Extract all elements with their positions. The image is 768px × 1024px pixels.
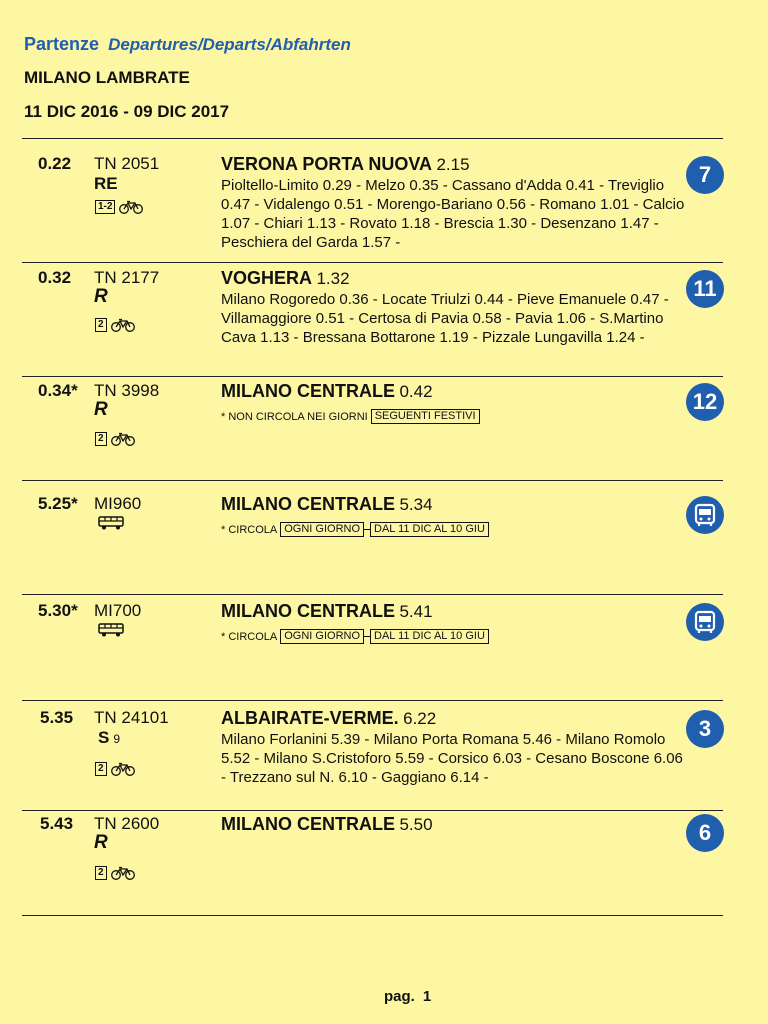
note-box: OGNI GIORNO <box>280 629 364 644</box>
train-category: R <box>94 832 108 853</box>
destination-name: MILANO CENTRALE <box>221 814 395 834</box>
destination <box>221 494 701 515</box>
train-number: TN 3998 <box>94 381 160 400</box>
destination-name: MILANO CENTRALE <box>221 494 395 514</box>
train-category: R <box>94 286 108 307</box>
destination-name: ALBAIRATE-VERME. <box>221 708 399 728</box>
departure-time: 0.34* <box>38 381 78 400</box>
service-icons <box>95 432 136 446</box>
bus-number: MI960 <box>94 494 142 513</box>
train-number: TN 24101 <box>94 708 169 727</box>
bus-number: MI700 <box>94 601 142 620</box>
departure-time: 5.35 <box>40 708 74 727</box>
train-category: R <box>94 399 108 420</box>
platform-badge: 3 <box>686 710 724 748</box>
destination-name: MILANO CENTRALE <box>221 601 395 621</box>
service-icons <box>95 318 136 332</box>
arrival-time: 5.50 <box>399 815 433 834</box>
platform-badge: 6 <box>686 814 724 852</box>
note-box: OGNI GIORNO <box>280 522 364 537</box>
departure-time: 5.30* <box>38 601 78 620</box>
service-note <box>221 522 489 537</box>
class-badge: 2 <box>95 318 107 332</box>
page-value: 1 <box>422 988 432 1005</box>
departure-time: 0.32 <box>38 268 72 287</box>
arrival-time: 0.42 <box>399 382 433 401</box>
note-text: * CIRCOLA <box>221 523 278 536</box>
bus-icon <box>98 516 124 535</box>
note-box: SEGUENTI FESTIVI <box>371 409 480 424</box>
divider <box>22 376 723 377</box>
destination <box>221 601 701 622</box>
platform-badge: 12 <box>686 383 724 421</box>
destination <box>221 708 701 729</box>
class-badge: 1-2 <box>95 200 115 214</box>
divider <box>22 915 723 916</box>
page-title <box>24 34 351 55</box>
title-main: Partenze <box>24 34 100 54</box>
train-number: TN 2177 <box>94 268 160 287</box>
arrival-time: 6.22 <box>403 709 437 728</box>
service-icons <box>95 200 144 214</box>
note-text: * NON CIRCOLA NEI GIORNI <box>221 410 368 423</box>
train-number: TN 2051 <box>94 154 160 173</box>
divider <box>22 700 723 701</box>
destination-name: VERONA PORTA NUOVA <box>221 154 433 174</box>
departure-time: 0.22 <box>38 154 72 173</box>
bus-icon <box>686 603 724 641</box>
service-note <box>221 409 480 424</box>
divider <box>22 138 723 139</box>
bicycle-icon <box>118 200 144 214</box>
destination <box>221 814 701 835</box>
platform-badge: 7 <box>686 156 724 194</box>
station-name: MILANO LAMBRATE <box>24 68 190 87</box>
intermediate-stops: Milano Rogoredo 0.36 - Locate Triulzi 0.44 - Pieve Emanuele 0.47 - Villamaggiore 0.51 - Certosa di Pavia 0.58 - Pavia 1.06 - S.Martino Cava 1.13 - Bressana Bottarone 1.19 - Pizzale Lungavilla 1.24 - <box>221 291 669 346</box>
arrival-time: 5.34 <box>399 495 433 514</box>
service-icons <box>95 866 136 880</box>
arrival-time: 1.32 <box>316 269 350 288</box>
destination-name: VOGHERA <box>221 268 313 288</box>
divider <box>22 594 723 595</box>
arrival-time: 2.15 <box>436 155 470 174</box>
divider <box>22 810 723 811</box>
destination-name: MILANO CENTRALE <box>221 381 395 401</box>
bicycle-icon <box>110 318 136 332</box>
train-category <box>98 728 120 748</box>
bicycle-icon <box>110 432 136 446</box>
platform-badge: 11 <box>686 270 724 308</box>
arrival-time: 5.41 <box>399 602 433 621</box>
departure-time: 5.25* <box>38 494 78 513</box>
class-badge: 2 <box>95 866 107 880</box>
validity-period: 11 DIC 2016 - 09 DIC 2017 <box>24 102 230 121</box>
note-text: * CIRCOLA <box>221 630 278 643</box>
suburban-line-letter: S <box>98 728 110 747</box>
service-icons <box>95 762 136 776</box>
intermediate-stops: Pioltello-Limito 0.29 - Melzo 0.35 - Cassano d'Adda 0.41 - Treviglio 0.47 - Vidalengo 0.51 - Morengo-Bariano 0.56 - Romano 1.01 - Calcio 1.07 - Chiari 1.13 - Rovato 1.18 - Brescia 1.30 - Desenzano 1.47 - Peschiera del Garda 1.57 - <box>221 177 685 251</box>
train-category: RE <box>94 174 118 193</box>
class-badge: 2 <box>95 762 107 776</box>
divider <box>22 480 723 481</box>
note-box: DAL 11 DIC AL 10 GIU <box>370 629 489 644</box>
destination <box>221 154 701 175</box>
page-label: pag. <box>384 988 415 1005</box>
bicycle-icon <box>110 866 136 880</box>
title-subtitle: Departures/Departs/Abfahrten <box>108 35 351 54</box>
service-note <box>221 629 489 644</box>
destination <box>221 381 701 402</box>
class-badge: 2 <box>95 432 107 446</box>
note-box: DAL 11 DIC AL 10 GIU <box>370 522 489 537</box>
destination <box>221 268 701 289</box>
departure-time: 5.43 <box>40 814 74 833</box>
bus-icon <box>686 496 724 534</box>
bicycle-icon <box>110 762 136 776</box>
intermediate-stops: Milano Forlanini 5.39 - Milano Porta Romana 5.46 - Milano Romolo 5.52 - Milano S.Cristoforo 5.59 - Corsico 6.03 - Cesano Boscone 6.06 - Trezzano sul N. 6.10 - Gaggiano 6.14 - <box>221 731 683 786</box>
page-number <box>384 988 431 1005</box>
suburban-line-number: 9 <box>113 732 121 746</box>
divider <box>22 262 723 263</box>
train-number: TN 2600 <box>94 814 160 833</box>
bus-icon <box>98 623 124 642</box>
